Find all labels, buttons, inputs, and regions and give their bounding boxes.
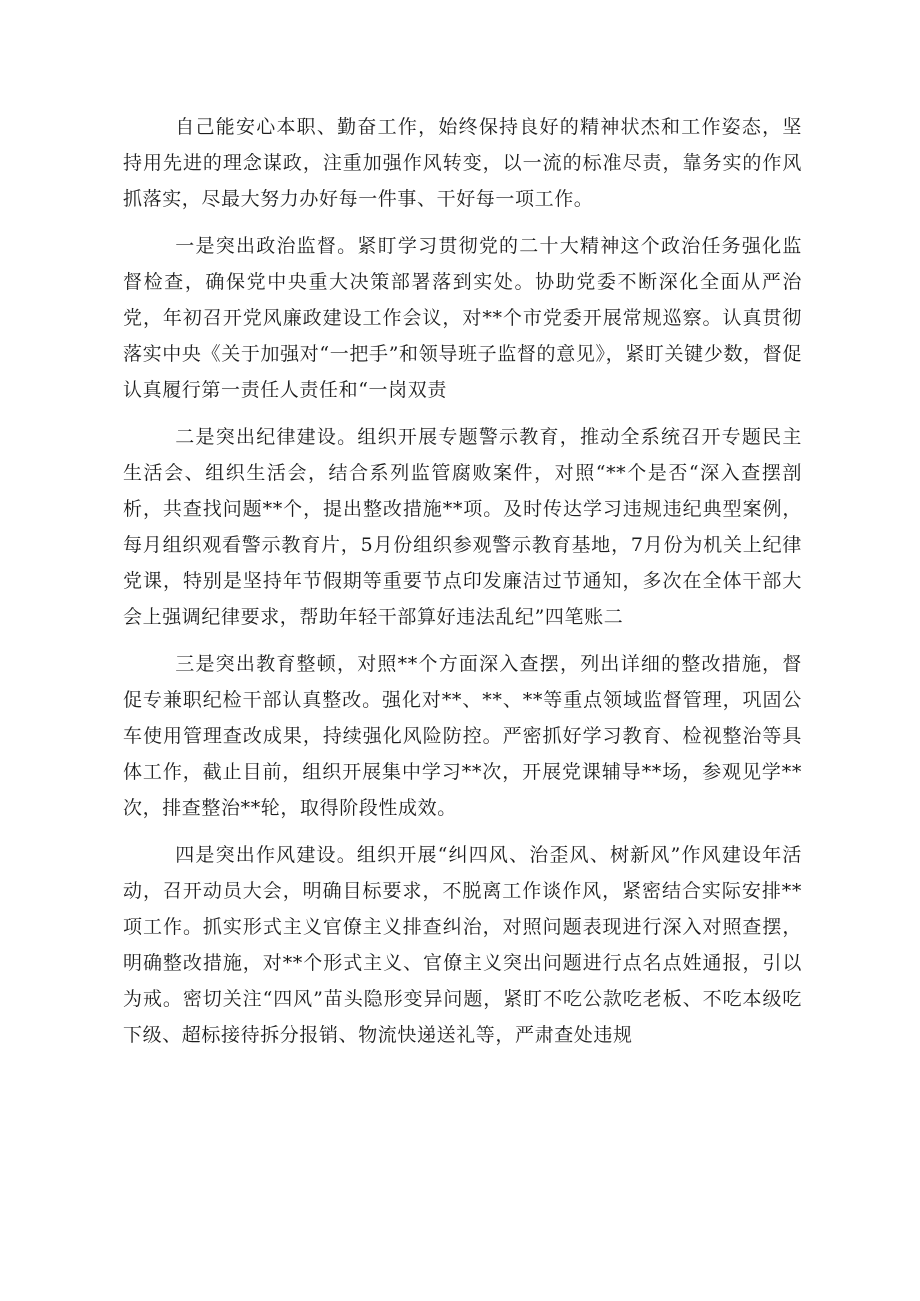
paragraph-3: 二是突出纪律建设。组织开展专题警示教育，推动全系统召开专题民主生活会、组织生活会，结合系列监管腐败案件，对照“**个是否“深入查摆剖析，共查找问题**个，提出整改措施**项。及时传达学习违规违纪典型案例，每月组织观看警示教育片，5月份组织参观警示教育基地，7月份为机关上纪律党课，特别是坚持年节假期等重要节点印发廉洁过节通知，多次在全体干部大会上强调纪律要求，帮助年轻干部算好违法乱纪”四笔账二 <box>123 426 802 628</box>
paragraph-4: 三是突出教育整顿，对照**个方面深入查摆，列出详细的整改措施，督促专兼职纪检干部认真整改。强化对**、**、**等重点领域监督管理，巩固公车使用管理查改成果，持续强化风险防控。严密抓好学习教育、检视整治等具体工作，截止目前，组织开展集中学习**次，开展党课辅导**场，参观见学**次，排查整治**轮，取得阶段性成效。 <box>123 653 802 819</box>
paragraph-2: 一是突出政治监督。紧盯学习贯彻党的二十大精神这个政治任务强化监督检查，确保党中央重大决策部署落到实处。协助党委不断深化全面从严治党，年初召开党风廉政建设工作会议，对**个市党委开展常规巡察。认真贯彻落实中央《关于加强对“一把手”和领导班子监督的意见》，紧盯关键少数，督促认真履行第一责任人责任和“一岗双责 <box>123 235 802 401</box>
paragraph-5: 四是突出作风建设。组织开展“纠四风、治歪风、树新风”作风建设年活动，召开动员大会，明确目标要求，不脱离工作谈作风，紧密结合实际安排**项工作。抓实形式主义官僚主义排查纠治，对照问题表现进行深入对照查摆，明确整改措施，对**个形式主义、官僚主义突出问题进行点名点姓通报，引以为戒。密切关注“四风”苗头隐形变异问题，紧盯不吃公款吃老板、不吃本级吃下级、超标接待拆分报销、物流快递送礼等，严肃查处违规 <box>123 844 802 1046</box>
paragraph-1: 自己能安心本职、勤奋工作，始终保持良好的精神状杰和工作姿态，坚持用先进的理念谋政，注重加强作风转变，以一流的标准尽责，靠务实的作风抓落实，尽最大努力办好每一件事、干好每一项工作。 <box>123 116 802 210</box>
